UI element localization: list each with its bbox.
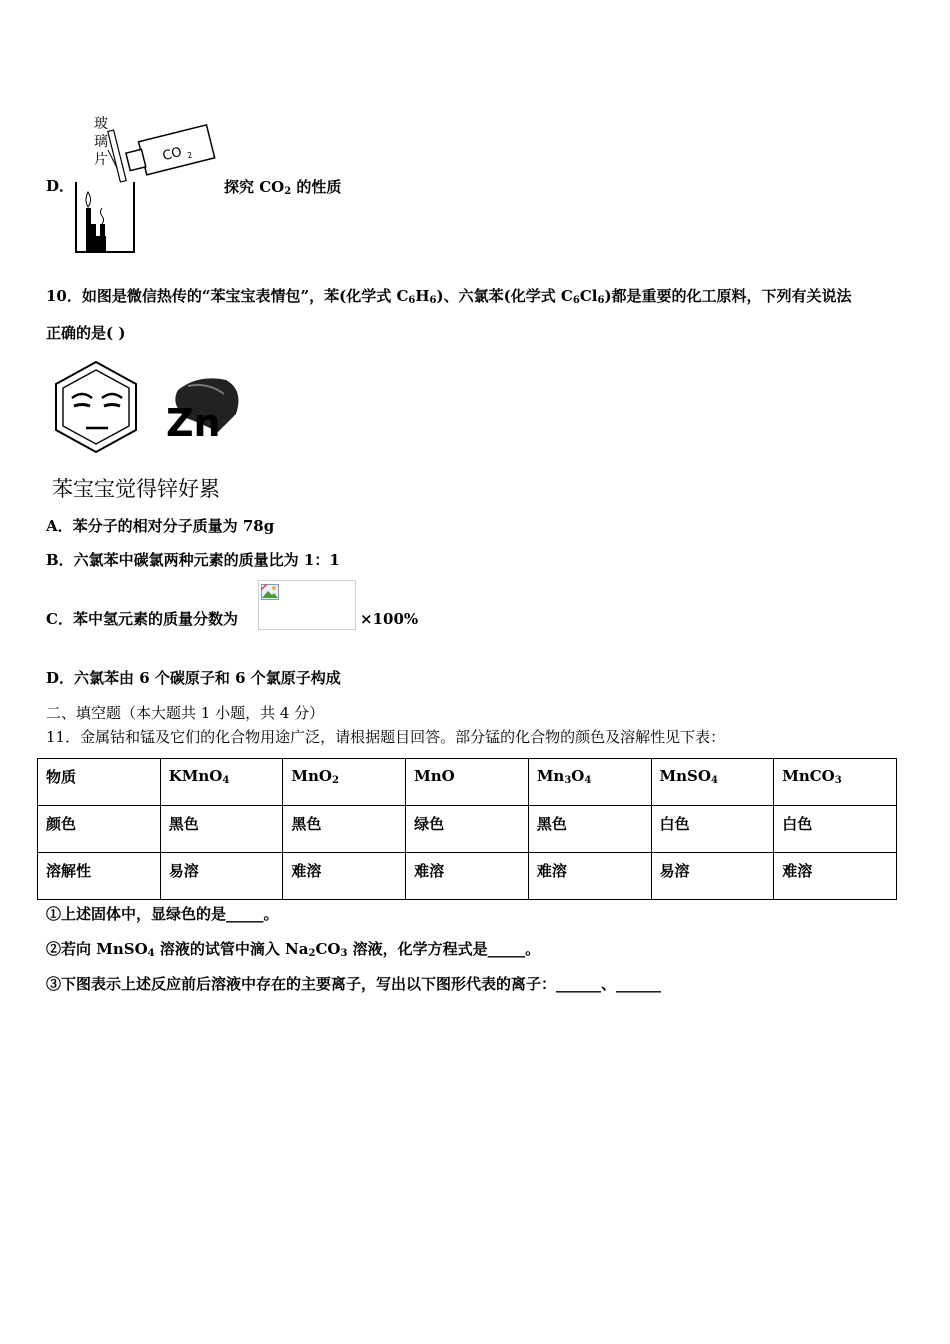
- fig-label-co2-sub: 2: [186, 150, 194, 161]
- table-cell: 物质: [38, 759, 161, 806]
- q11-sub2: ②若向 MnSO$_4$ 溶液的试管中滴入 $Na_2CO_3$ 溶液，化学方程式是_____。: [46, 940, 541, 959]
- table-row-color: [38, 806, 897, 853]
- table-cell: MnSO$_4$: [651, 759, 774, 806]
- fig-label-co2: CO: [161, 144, 184, 165]
- co2-experiment-figure: [72, 112, 218, 258]
- fig-label-glass-3: 片: [94, 152, 108, 168]
- q10-option-d: D．六氯苯由 6 个碳原子和 6 个氯原子构成: [46, 669, 341, 687]
- q10-stem-line2: 正确的是( ): [46, 324, 126, 342]
- broken-image-icon: [261, 584, 279, 600]
- table-cell: KMnO$_4$: [160, 759, 283, 806]
- table-cell: 难溶: [406, 853, 529, 900]
- table-cell: $Mn_3O_4$: [528, 759, 651, 806]
- benzene-emoji-figure: [48, 360, 248, 500]
- fig-label-glass-2: 璃: [94, 134, 108, 150]
- table-cell: 难溶: [774, 853, 897, 900]
- table-cell: 颜色: [38, 806, 161, 853]
- table-cell: 白色: [774, 806, 897, 853]
- manganese-compounds-table: [37, 758, 897, 900]
- table-cell: 易溶: [160, 853, 283, 900]
- table-cell: 黑色: [528, 806, 651, 853]
- section2-heading: 二、填空题（本大题共 1 小题，共 4 分）: [46, 704, 325, 722]
- zn-text: Zn: [166, 401, 221, 445]
- broken-image-placeholder: [258, 580, 356, 630]
- table-cell: 绿色: [406, 806, 529, 853]
- q10-option-a: A．苯分子的相对分子质量为 78g: [46, 517, 275, 535]
- option-d-text: 探究 $CO_2$ 的性质: [224, 178, 342, 197]
- table-cell: 难溶: [283, 853, 406, 900]
- table-cell: MnO: [406, 759, 529, 806]
- fig-label-glass-1: 玻: [94, 116, 108, 132]
- q11-sub3: ③下图表示上述反应前后溶液中存在的主要离子，写出以下图形代表的离子：______、______: [46, 975, 662, 993]
- table-cell: 难溶: [528, 853, 651, 900]
- table-cell: MnO$_2$: [283, 759, 406, 806]
- table-cell: 黑色: [160, 806, 283, 853]
- q11-intro: 11．金属钴和锰及它们的化合物用途广泛，请根据题目回答。部分锰的化合物的颜色及溶解性见下表：: [46, 728, 726, 746]
- table-row-solubility: [38, 853, 897, 900]
- table-cell: MnCO$_3$: [774, 759, 897, 806]
- q11-sub1: ①上述固体中，显绿色的是_____。: [46, 905, 279, 923]
- benzene-caption: 苯宝宝觉得锌好累: [52, 477, 220, 500]
- q10-option-b: B．六氯苯中碳氯两种元素的质量比为 1：1: [46, 551, 340, 569]
- q10-option-c-post: ×100%: [360, 610, 419, 628]
- table-cell: 黑色: [283, 806, 406, 853]
- table-cell: 溶解性: [38, 853, 161, 900]
- option-d-label: D．: [46, 177, 75, 195]
- table-row-substance: [38, 759, 897, 806]
- table-cell: 白色: [651, 806, 774, 853]
- q10-stem-line1: 10．如图是微信热传的“苯宝宝表情包”，苯(化学式 $C_6H_6$)、六氯苯(化学式 $C_6Cl_6$)都是重要的化工原料，下列有关说法: [46, 287, 852, 306]
- table-cell: 易溶: [651, 853, 774, 900]
- q10-option-c-pre: C．苯中氢元素的质量分数为: [46, 610, 238, 628]
